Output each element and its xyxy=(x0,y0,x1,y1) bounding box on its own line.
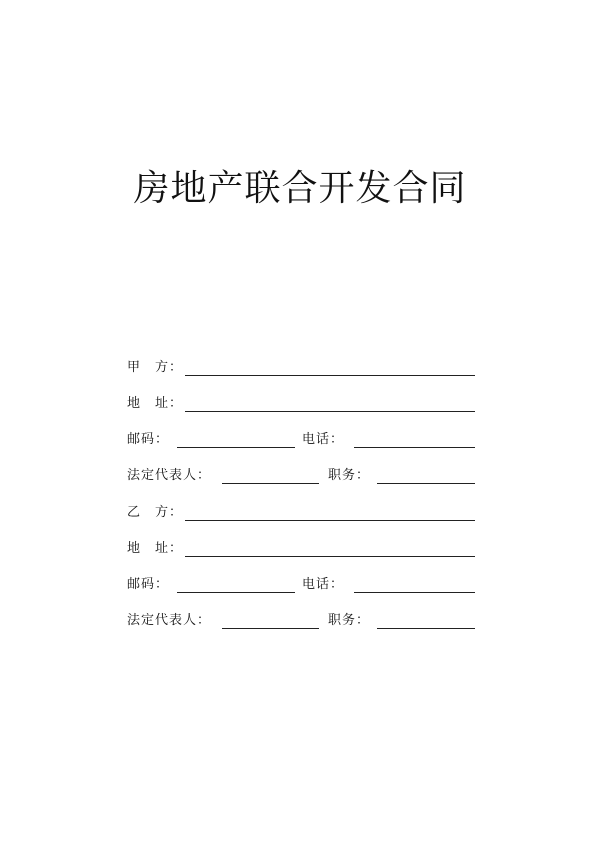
document-title: 房地产联合开发合同 xyxy=(133,168,467,210)
party-a-name-row xyxy=(127,358,475,380)
party-b-phone-field[interactable] xyxy=(354,592,475,593)
party-a-address-label: 地 址： xyxy=(127,396,184,411)
party-b-address-row xyxy=(127,539,475,561)
party-a-address-row xyxy=(127,394,475,416)
party-b-address-label: 地 址： xyxy=(127,541,184,556)
party-b-name-row xyxy=(127,503,475,525)
party-b-phone-label: 电话： xyxy=(302,577,345,592)
party-a-address-field[interactable] xyxy=(185,411,475,412)
party-a-name-field[interactable] xyxy=(185,375,475,376)
party-a-contact-row xyxy=(127,430,475,452)
party-a-position-field[interactable] xyxy=(377,483,475,484)
party-b-contact-row xyxy=(127,575,475,597)
party-a-postcode-label: 邮码： xyxy=(127,432,170,447)
party-a-position-label: 职务： xyxy=(328,468,371,483)
party-b-name-field[interactable] xyxy=(185,520,475,521)
party-b-position-field[interactable] xyxy=(377,628,475,629)
party-b-postcode-label: 邮码： xyxy=(127,577,170,592)
party-b-address-field[interactable] xyxy=(185,556,475,557)
party-b-legal-rep-label: 法定代表人： xyxy=(127,613,212,628)
party-a-legal-rep-label: 法定代表人： xyxy=(127,468,212,483)
party-a-rep-row xyxy=(127,466,475,488)
party-b-legal-rep-field[interactable] xyxy=(222,628,319,629)
party-a-legal-rep-field[interactable] xyxy=(222,483,319,484)
party-a-phone-field[interactable] xyxy=(354,447,475,448)
party-b-postcode-field[interactable] xyxy=(177,592,295,593)
party-b-position-label: 职务： xyxy=(328,613,371,628)
party-b-rep-row xyxy=(127,611,475,633)
party-a-name-label: 甲 方： xyxy=(127,360,184,375)
party-a-phone-label: 电话： xyxy=(302,432,345,447)
party-a-postcode-field[interactable] xyxy=(177,447,295,448)
party-b-name-label: 乙 方： xyxy=(127,505,184,520)
